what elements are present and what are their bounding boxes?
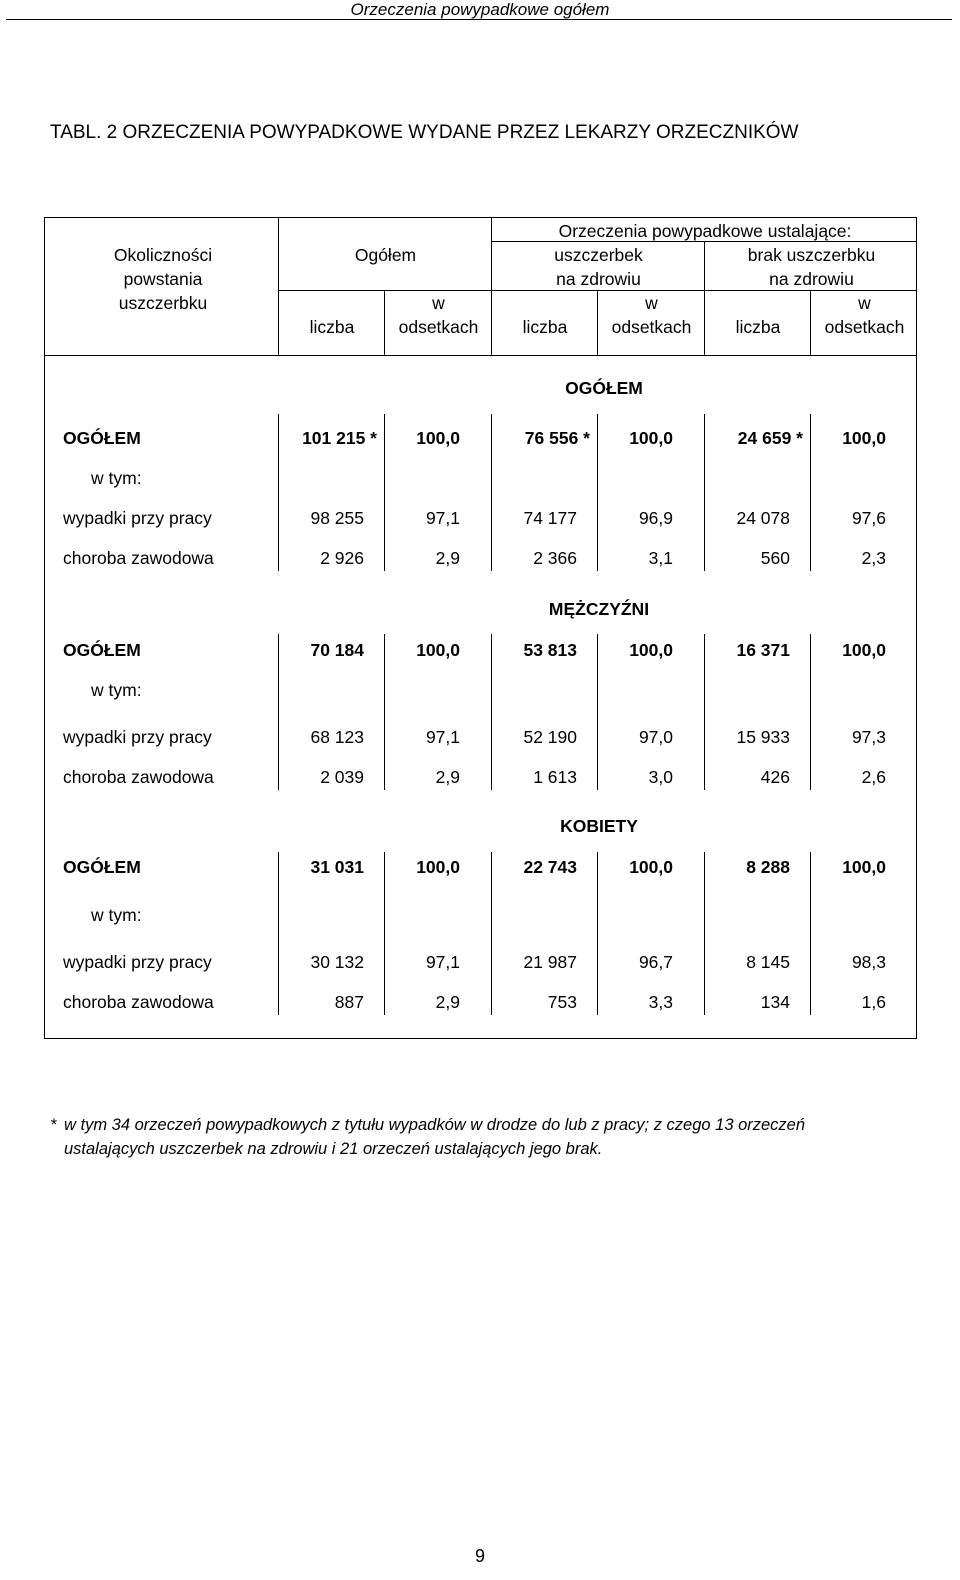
running-header: Orzeczenia powypadkowe ogółem	[350, 0, 610, 19]
header-damage	[493, 243, 704, 291]
table-border-right	[916, 217, 917, 1039]
s1-rule-5	[704, 414, 705, 571]
s1-total-pct: 100,0	[416, 428, 460, 448]
row-label-total-men: OGÓŁEM	[63, 640, 141, 660]
s2-dis-nodamage-pct: 2,6	[861, 767, 886, 787]
header-count-2: liczba	[522, 317, 568, 337]
page-number: 9	[474, 1546, 485, 1566]
row-label-accidents-men: wypadki przy pracy	[63, 727, 212, 747]
s3-acc-count: 30 132	[310, 952, 364, 972]
s3-total-nodamage-pct: 100,0	[842, 857, 886, 877]
row-label-wtym: w tym:	[91, 468, 142, 488]
s1-dis-nodamage-pct: 2,3	[861, 548, 886, 568]
header-total: Ogółem	[354, 245, 417, 265]
header-no-damage-line-1: brak uszczerbku	[747, 245, 876, 265]
s2-acc-pct: 97,1	[425, 727, 460, 747]
s3-rule-5	[704, 852, 705, 1015]
s2-total-count: 70 184	[310, 640, 364, 660]
header-pct-1	[386, 291, 491, 339]
s2-rule-6	[810, 634, 811, 790]
s1-acc-nodamage-count: 24 078	[736, 508, 790, 528]
footnote-line-1: w tym 34 orzeczeń powypadkowych z tytułu wypadków w drodze do lub z pracy; z czego 13 orzeczeń	[64, 1116, 806, 1134]
s2-acc-nodamage-count: 15 933	[736, 727, 790, 747]
s3-acc-nodamage-pct: 98,3	[851, 952, 886, 972]
section-title-men: MĘŻCZYŹNI	[548, 599, 650, 619]
s3-total-count: 31 031	[310, 857, 364, 877]
s1-rule-6	[810, 414, 811, 571]
s1-total-damage-pct: 100,0	[629, 428, 673, 448]
s3-acc-pct: 97,1	[425, 952, 460, 972]
footnote-star: *	[50, 1116, 57, 1134]
s2-rule-3	[491, 634, 492, 790]
header-determining: Orzeczenia powypadkowe ustalające:	[558, 221, 852, 241]
s3-acc-damage-count: 21 987	[523, 952, 577, 972]
s2-rule-1	[278, 634, 279, 790]
section-title-women: KOBIETY	[560, 816, 638, 836]
table-title: TABL. 2 ORZECZENIA POWYPADKOWE WYDANE PRZEZ LEKARZY ORZECZNIKÓW	[50, 122, 799, 143]
table-border-bottom	[44, 1038, 917, 1039]
s2-rule-2	[384, 634, 385, 790]
s1-total-nodamage-count: 24 659 *	[737, 428, 803, 448]
row-label-disease-women: choroba zawodowa	[63, 992, 214, 1012]
s2-dis-damage-count: 1 613	[533, 767, 577, 787]
s3-dis-damage-pct: 3,3	[648, 992, 673, 1012]
s1-acc-nodamage-pct: 97,6	[851, 508, 886, 528]
table-border-left	[44, 217, 45, 1039]
row-label-total: OGÓŁEM	[63, 428, 141, 448]
s1-rule-1	[278, 414, 279, 571]
s1-dis-count: 2 926	[320, 548, 364, 568]
s3-rule-4	[597, 852, 598, 1015]
header-divider-4	[597, 290, 598, 355]
header-divider-5	[704, 242, 705, 355]
row-label-wtym-women: w tym:	[91, 905, 142, 925]
s1-acc-damage-pct: 96,9	[638, 508, 673, 528]
s1-rule-2	[384, 414, 385, 571]
header-pct-2	[599, 291, 704, 339]
s3-dis-nodamage-count: 134	[760, 992, 790, 1012]
s2-total-nodamage-count: 16 371	[736, 640, 790, 660]
s3-dis-pct: 2,9	[435, 992, 460, 1012]
s2-dis-damage-pct: 3,0	[648, 767, 673, 787]
header-pct-2-odsetkach: odsetkach	[611, 317, 692, 337]
header-count-1: liczba	[309, 317, 355, 337]
row-label-accidents-women: wypadki przy pracy	[63, 952, 212, 972]
s3-rule-1	[278, 852, 279, 1015]
s3-dis-damage-count: 753	[547, 992, 577, 1012]
s3-rule-2	[384, 852, 385, 1015]
s3-acc-nodamage-count: 8 145	[746, 952, 790, 972]
s1-dis-nodamage-count: 560	[760, 548, 790, 568]
s2-total-damage-pct: 100,0	[629, 640, 673, 660]
s3-dis-count: 887	[334, 992, 364, 1012]
s3-rule-6	[810, 852, 811, 1015]
s2-total-damage-count: 53 813	[523, 640, 577, 660]
header-circumstances-line-1: Okoliczności	[113, 245, 213, 265]
s3-dis-nodamage-pct: 1,6	[861, 992, 886, 1012]
s3-total-nodamage-count: 8 288	[746, 857, 790, 877]
row-label-total-women: OGÓŁEM	[63, 857, 141, 877]
s3-acc-damage-pct: 96,7	[638, 952, 673, 972]
row-label-wtym-men: w tym:	[91, 680, 142, 700]
s1-rule-4	[597, 414, 598, 571]
header-no-damage-line-2: na zdrowiu	[769, 269, 854, 289]
footnote-line-2: ustalających uszczerbek na zdrowiu i 21 orzeczeń ustalających jego brak.	[64, 1140, 603, 1158]
header-divider-1	[278, 217, 279, 355]
s1-dis-damage-count: 2 366	[533, 548, 577, 568]
s3-total-damage-pct: 100,0	[629, 857, 673, 877]
header-circumstances-line-3: uszczerbku	[118, 293, 208, 313]
header-divider-3	[491, 217, 492, 355]
s1-total-count: 101 215 *	[302, 428, 377, 448]
row-label-disease: choroba zawodowa	[63, 548, 214, 568]
header-no-damage	[706, 243, 917, 291]
s2-acc-damage-count: 52 190	[523, 727, 577, 747]
header-count-3: liczba	[735, 317, 781, 337]
header-pct-1-w: w	[432, 293, 445, 313]
header-pct-2-w: w	[645, 293, 658, 313]
s2-dis-count: 2 039	[320, 767, 364, 787]
s1-total-nodamage-pct: 100,0	[842, 428, 886, 448]
header-damage-line-1: uszczerbek	[554, 245, 643, 265]
s2-acc-count: 68 123	[310, 727, 364, 747]
s3-rule-3	[491, 852, 492, 1015]
header-damage-line-2: na zdrowiu	[556, 269, 641, 289]
s2-rule-5	[704, 634, 705, 790]
row-label-accidents: wypadki przy pracy	[63, 508, 212, 528]
table-border-top	[44, 217, 917, 218]
s2-total-pct: 100,0	[416, 640, 460, 660]
header-pct-3-odsetkach: odsetkach	[824, 317, 905, 337]
row-label-disease-men: choroba zawodowa	[63, 767, 214, 787]
header-divider-2	[384, 290, 385, 355]
header-pct-3	[812, 291, 917, 339]
s2-dis-pct: 2,9	[435, 767, 460, 787]
s3-total-damage-count: 22 743	[523, 857, 577, 877]
s2-acc-damage-pct: 97,0	[638, 727, 673, 747]
s2-acc-nodamage-pct: 97,3	[851, 727, 886, 747]
header-circumstances	[90, 243, 236, 315]
header-pct-3-w: w	[858, 293, 871, 313]
header-separator	[44, 355, 917, 356]
section-title-ogolem: OGÓŁEM	[565, 378, 643, 398]
header-circumstances-line-2: powstania	[123, 269, 203, 289]
s2-total-nodamage-pct: 100,0	[842, 640, 886, 660]
s1-acc-pct: 97,1	[425, 508, 460, 528]
s1-total-damage-count: 76 556 *	[524, 428, 590, 448]
s2-rule-4	[597, 634, 598, 790]
s1-dis-damage-pct: 3,1	[648, 548, 673, 568]
s1-rule-3	[491, 414, 492, 571]
header-pct-1-odsetkach: odsetkach	[398, 317, 479, 337]
header-divider-6	[810, 290, 811, 355]
header-rule	[6, 19, 952, 20]
s2-dis-nodamage-count: 426	[760, 767, 790, 787]
s1-acc-count: 98 255	[310, 508, 364, 528]
s3-total-pct: 100,0	[416, 857, 460, 877]
s1-acc-damage-count: 74 177	[523, 508, 577, 528]
s1-dis-pct: 2,9	[435, 548, 460, 568]
